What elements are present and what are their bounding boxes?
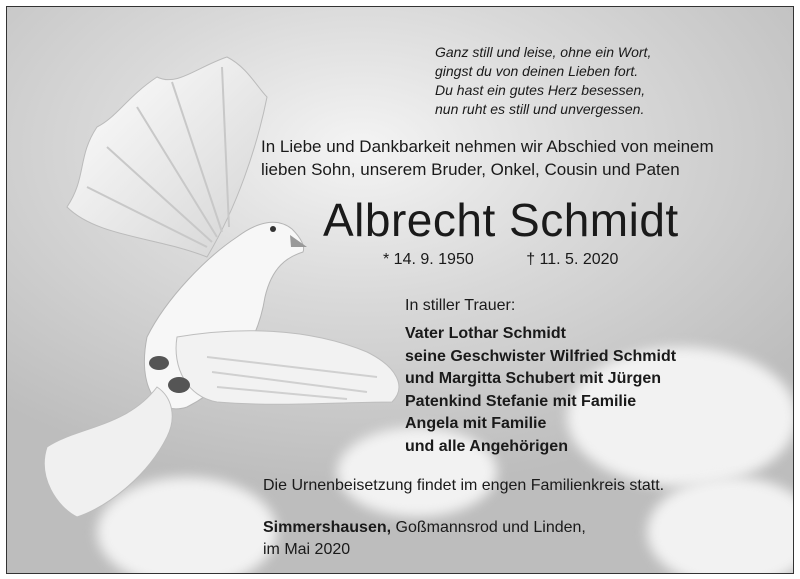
poem-line: gingst du von deinen Lieben fort. [435, 63, 639, 79]
place-name-bold: Simmershausen, [263, 519, 392, 536]
intro-line: In Liebe und Dankbarkeit nehmen wir Abschied von meinem [261, 137, 714, 156]
poem-line: nun ruht es still und unvergessen. [435, 101, 645, 117]
intro-line: lieben Sohn, unserem Bruder, Onkel, Cousin und Paten [261, 160, 680, 179]
place-and-date [263, 517, 586, 561]
poem-line: Ganz still und leise, ohne ein Wort, [435, 44, 652, 60]
deceased-name: Albrecht Schmidt [323, 194, 679, 246]
obituary-frame [6, 6, 794, 574]
mourner-line: und alle Angehörigen [405, 437, 568, 455]
place-rest: Goßmannsrod und Linden, [391, 519, 586, 536]
date-line: im Mai 2020 [263, 541, 351, 558]
birth-date: * 14. 9. 1950 [383, 251, 474, 268]
urn-notice: Die Urnenbeisetzung findet im engen Familienkreis statt. [263, 477, 665, 494]
mourner-line: und Margitta Schubert mit Jürgen [405, 370, 662, 387]
death-date: † 11. 5. 2020 [526, 251, 619, 268]
cloud-shape [647, 477, 794, 574]
life-dates [383, 251, 618, 269]
memorial-poem [435, 43, 755, 119]
mourner-line: seine Geschwister Wilfried Schmidt [405, 347, 677, 365]
mourner-line: Patenkind Stefanie mit Familie [405, 392, 637, 410]
mourner-line: Angela mit Familie [405, 415, 547, 432]
mourners-list [405, 323, 676, 458]
mourning-label: In stiller Trauer: [405, 297, 516, 314]
poem-line: Du hast ein gutes Herz besessen, [435, 82, 646, 98]
intro-text [261, 135, 781, 181]
mourner-line: Vater Lothar Schmidt [405, 325, 566, 342]
place-line [263, 517, 586, 539]
